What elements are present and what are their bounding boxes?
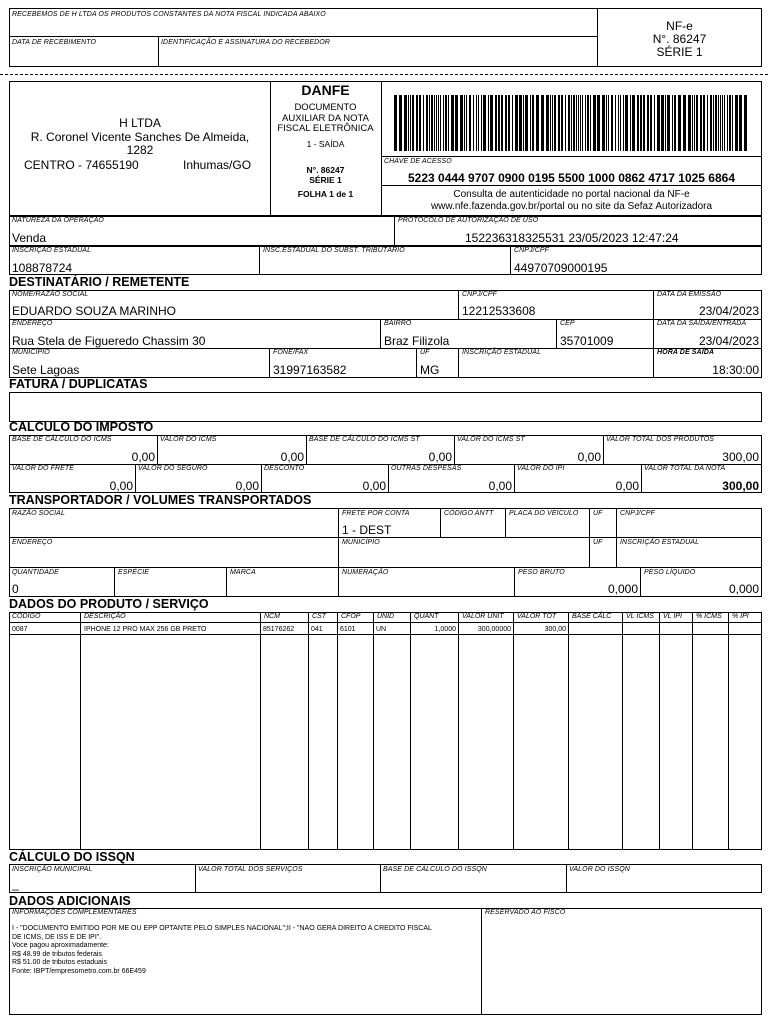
divider xyxy=(603,435,604,464)
danfe-tipo: 1 - SAÍDA xyxy=(306,138,345,149)
section-produtos: DADOS DO PRODUTO / SERVIÇO xyxy=(9,597,209,611)
dest-cep-label: CEP xyxy=(560,320,575,327)
produtos-table xyxy=(9,612,762,850)
dest-nome-label: NOME/RAZÃO SOCIAL xyxy=(12,291,89,298)
divider xyxy=(566,864,567,893)
danfe-serie: SÉRIE 1 xyxy=(309,174,342,185)
item-codigo: 0087 xyxy=(12,626,28,633)
col-divider xyxy=(568,612,569,850)
emitente-address2: 1282 xyxy=(126,143,154,157)
chave-value: 5223 0444 9707 0900 0195 5500 1000 0862 4717 1025 6864 xyxy=(408,171,735,185)
divider xyxy=(505,508,506,537)
dest-uf-value: MG xyxy=(420,363,440,377)
col-divider xyxy=(692,612,693,850)
section-imposto: CALCULO DO IMPOSTO xyxy=(9,420,154,434)
danfe-folha: FOLHA 1 de 1 xyxy=(297,188,354,199)
total-servicos-label: VALOR TOTAL DOS SERVIÇOS xyxy=(198,866,303,873)
divider xyxy=(514,464,515,493)
quantidade-value: 0 xyxy=(12,582,19,596)
section-destinatario: DESTINATÁRIO / REMETENTE xyxy=(9,275,190,289)
col-header-pct-icms: % ICMS xyxy=(696,613,722,620)
emissao-label: DATA DA EMISSÃO xyxy=(657,291,722,298)
dest-municipio-label: MUNICÍPIO xyxy=(12,349,50,356)
hora-label: HORA DE SAÍDA xyxy=(657,349,715,356)
col-divider xyxy=(80,612,81,850)
outras-despesas-value: 0,00 xyxy=(488,479,512,493)
divider xyxy=(338,508,339,597)
fisco-label: RESERVADO AO FISCO xyxy=(485,909,566,916)
divider xyxy=(157,435,158,464)
divider xyxy=(9,348,762,349)
divider xyxy=(114,567,115,597)
danfe-desc1: DOCUMENTO xyxy=(294,102,357,113)
col-header-codigo: CÓDIGO xyxy=(12,613,41,620)
receipt-date-label: DATA DE RECEBIMENTO xyxy=(12,39,97,46)
base-icms-st-label: BASE DE CÁLCULO DO ICMS ST xyxy=(309,436,420,443)
transp-razao-label: RAZÃO SOCIAL xyxy=(12,510,65,517)
divider xyxy=(306,435,307,464)
numeracao-label: NUMERAÇÃO xyxy=(342,569,389,576)
peso-liquido-label: PESO LÍQUIDO xyxy=(644,569,696,576)
info-compl-label: INFORMAÇÕES COMPLEMENTARES xyxy=(12,909,137,916)
frete-label: VALOR DO FRETE xyxy=(12,465,75,472)
col-header-ncm: NCM xyxy=(264,613,280,620)
col-divider xyxy=(410,612,411,850)
valor-icms-st-label: VALOR DO ICMS ST xyxy=(457,436,525,443)
col-divider xyxy=(260,612,261,850)
consulta-block xyxy=(381,189,762,212)
col-divider xyxy=(513,612,514,850)
divider xyxy=(380,319,381,348)
canhoto-nfe-block xyxy=(597,20,762,59)
transp-municipio-label: MUNICÍPIO xyxy=(342,539,380,546)
base-icms-label: BASE DE CÁLCULO DO ICMS xyxy=(12,436,112,443)
frete-por-conta-label: FRETE POR CONTA xyxy=(342,510,410,517)
divider xyxy=(510,246,511,275)
danfe-desc3: FISCAL ELETRÔNICA xyxy=(277,123,374,134)
danfe-numero: N°. 86247 xyxy=(306,164,345,175)
emitente-city: Inhumas/GO xyxy=(183,158,252,172)
col-header-pct-ipi: % IPI xyxy=(732,613,749,620)
transp-endereco-label: ENDEREÇO xyxy=(12,539,53,546)
divider xyxy=(226,567,227,597)
total-nota-value: 300,00 xyxy=(722,479,759,493)
col-divider xyxy=(458,612,459,850)
divider xyxy=(9,634,762,635)
total-produtos-value: 300,00 xyxy=(722,450,759,464)
canhoto-nfe: NF-e xyxy=(666,19,693,33)
divider xyxy=(640,567,641,597)
col-header-valor-unit: VALOR UNIT xyxy=(462,613,504,620)
consulta-line1: Consulta de autenticidade no portal nacional da NF-e xyxy=(453,189,690,200)
protocolo-label: PROTOCOLO DE AUTORIZAÇÃO DE USO xyxy=(398,217,539,224)
ie-value: 108878724 xyxy=(12,261,73,275)
col-header-quant: QUANT xyxy=(414,613,439,620)
consulta-line2: www.nfe.fazenda.gov.br/portal ou no site da Sefaz Autorizadora xyxy=(430,200,713,212)
item-quant: 1,0000 xyxy=(434,626,456,633)
ipi-value: 0,00 xyxy=(615,479,639,493)
emitente-address1: R. Coronel Vicente Sanches De Almeida, xyxy=(30,129,250,144)
item-descricao: IPHONE 12 PRO MAX 256 GB PRETO xyxy=(84,626,207,633)
canhoto-received-text: RECEBEMOS DE H LTDA OS PRODUTOS CONSTANTES DA NOTA FISCAL INDICADA ABAIXO xyxy=(12,11,326,18)
peso-bruto-label: PESO BRUTO xyxy=(518,569,565,576)
marca-label: MARCA xyxy=(230,569,256,576)
chave-label: CHAVE DE ACESSO xyxy=(384,158,452,165)
col-header-unid: UNID xyxy=(377,613,395,620)
divider xyxy=(556,319,557,348)
section-adicionais: DADOS ADICIONAIS xyxy=(9,894,131,908)
emitente-cnpj-label: CNPJ/CPF xyxy=(514,247,550,254)
total-nota-label: VALOR TOTAL DA NOTA xyxy=(644,465,726,472)
divider xyxy=(269,348,270,378)
col-header-valor-tot: VALOR TOT xyxy=(517,613,557,620)
divider xyxy=(9,622,762,623)
dest-bairro-label: BAIRRO xyxy=(384,320,412,327)
col-header-cfop: CFOP xyxy=(341,613,361,620)
item-unid: UN xyxy=(376,626,387,633)
divider xyxy=(380,864,381,893)
divider xyxy=(259,246,260,275)
divider xyxy=(9,567,762,568)
transp-ie-label: INSCRIÇÃO ESTADUAL xyxy=(620,539,700,546)
antt-label: CÓDIGO ANTT xyxy=(444,510,494,517)
fatura-box xyxy=(9,392,762,422)
dest-cnpj-label: CNPJ/CPF xyxy=(462,291,498,298)
danfe-title: DANFE xyxy=(301,82,350,98)
divider xyxy=(388,464,389,493)
divider xyxy=(616,508,617,567)
ie-label: INSCRIÇÃO ESTADUAL xyxy=(12,247,92,254)
dest-municipio-value: Sete Lagoas xyxy=(12,363,80,377)
item-valor-unit: 300,00000 xyxy=(477,626,511,633)
divider xyxy=(454,435,455,464)
iest-label: INSC.ESTADUAL DO SUBST. TRIBUTÁRIO xyxy=(263,247,405,254)
col-header-base-calc: BASE CÁLC xyxy=(572,613,612,620)
emissao-value: 23/04/2023 xyxy=(698,304,759,318)
col-divider xyxy=(622,612,623,850)
im-value: _ xyxy=(12,877,19,891)
dest-bairro-value: Braz Filizola xyxy=(384,334,450,348)
desconto-value: 0,00 xyxy=(362,479,386,493)
dest-cep-value: 35701009 xyxy=(560,334,614,348)
ipi-label: VALOR DO IPI xyxy=(517,465,565,472)
transp-uf2-label: UF xyxy=(593,539,603,546)
canhoto-numero: N°. 86247 xyxy=(652,32,707,46)
canhoto-serie: SÉRIE 1 xyxy=(656,45,703,59)
base-icms-value: 0,00 xyxy=(131,450,155,464)
barcode xyxy=(394,95,748,151)
divider xyxy=(381,156,762,157)
divider xyxy=(195,864,196,893)
item-cst: 041 xyxy=(311,626,323,633)
col-header-cst: CST xyxy=(312,613,326,620)
col-divider xyxy=(308,612,309,850)
divider xyxy=(458,348,459,378)
danfe-desc2: AUXILIAR DA NOTA xyxy=(282,112,369,124)
frete-por-conta-value: 1 - DEST xyxy=(342,523,392,537)
dest-ie-label: INSCRIÇÃO ESTADUAL xyxy=(462,349,542,356)
desconto-label: DESCONTO xyxy=(264,465,305,472)
total-produtos-label: VALOR TOTAL DOS PRODUTOS xyxy=(606,436,715,443)
emitente-district-zip: CENTRO - 74655190 xyxy=(24,158,139,172)
seguro-value: 0,00 xyxy=(235,479,259,493)
natureza-value: Venda xyxy=(12,231,47,245)
col-divider xyxy=(728,612,729,850)
divider xyxy=(416,348,417,378)
hora-value: 18:30:00 xyxy=(712,363,759,377)
col-header-vl-icms: VL ICMS xyxy=(626,613,654,620)
saida-label: DATA DA SAÍDA/ENTRADA xyxy=(657,320,747,327)
placa-label: PLACA DO VEÍCULO xyxy=(509,510,579,517)
divider xyxy=(514,567,515,597)
cut-line xyxy=(0,74,768,75)
col-divider xyxy=(373,612,374,850)
divider xyxy=(9,537,762,538)
seguro-label: VALOR DO SEGURO xyxy=(138,465,208,472)
frete-value: 0,00 xyxy=(109,479,133,493)
col-header-vl-ipi: VL IPI xyxy=(663,613,682,620)
section-fatura: FATURA / DUPLICATAS xyxy=(9,377,148,391)
divider xyxy=(440,508,441,537)
dest-fone-label: FONE/FAX xyxy=(273,349,309,356)
divider xyxy=(589,508,590,567)
dest-endereco-value: Rua Stela de Figueredo Chassim 30 xyxy=(12,334,206,348)
divider xyxy=(381,185,762,186)
outras-despesas-label: OUTRAS DESPESAS xyxy=(391,465,462,472)
item-ncm: 85176262 xyxy=(263,626,295,633)
item-cfop: 6101 xyxy=(340,626,356,633)
saida-value: 23/04/2023 xyxy=(698,334,759,348)
valor-icms-value: 0,00 xyxy=(280,450,304,464)
peso-bruto-value: 0,000 xyxy=(607,582,638,596)
col-divider xyxy=(659,612,660,850)
emitente-cnpj-value: 44970709000195 xyxy=(514,261,608,275)
dest-cnpj-value: 12212533608 xyxy=(462,304,536,318)
emitente-name: H LTDA xyxy=(119,116,161,130)
dest-nome-value: EDUARDO SOUZA MARINHO xyxy=(12,304,177,318)
especie-label: ESPÉCIE xyxy=(118,569,150,576)
dest-endereco-label: ENDEREÇO xyxy=(12,320,53,327)
im-label: INSCRIÇÃO MUNICIPAL xyxy=(12,866,93,873)
valor-icms-st-value: 0,00 xyxy=(577,450,601,464)
divider xyxy=(641,464,642,493)
col-header-descricao: DESCRIÇÃO xyxy=(84,613,126,620)
danfe-block xyxy=(270,82,381,199)
divider xyxy=(458,290,459,319)
quantidade-label: QUANTIDADE xyxy=(12,569,59,576)
natureza-label: NATUREZA DA OPERAÇÃO xyxy=(12,217,104,224)
info-compl-text: I - "DOCUMENTO EMITIDO POR ME OU EPP OPTANTE PELO SIMPLES NACIONAL";II - "NAO GERA DIREITO A CREDITO FISCAL DE ICMS, DE ISS E DE IPI". Voce pagou aproximadamente: R$ 48.99 de tributos federais R$ 51.00 de tributos estaduais Fonte: IBPT/empresometro.com.br 66E459 xyxy=(12,925,432,975)
dest-uf-label: UF xyxy=(420,349,430,356)
divider xyxy=(158,36,159,67)
item-valor-tot: 300,00 xyxy=(544,626,566,633)
divider xyxy=(135,464,136,493)
divider xyxy=(394,216,395,246)
col-divider xyxy=(337,612,338,850)
section-transportador: TRANSPORTADOR / VOLUMES TRANSPORTADOS xyxy=(9,493,312,507)
divider xyxy=(9,36,597,37)
receiver-signature-label: IDENTIFICAÇÃO E ASSINATURA DO RECEBEDOR xyxy=(161,39,330,46)
valor-issqn-label: VALOR DO ISSQN xyxy=(569,866,630,873)
protocolo-value: 152236318325531 23/05/2023 12:47:24 xyxy=(465,231,679,245)
section-issqn: CÁLCULO DO ISSQN xyxy=(9,850,135,864)
emitente-block xyxy=(12,117,268,158)
dest-fone-value: 31997163582 xyxy=(273,363,347,377)
base-icms-st-value: 0,00 xyxy=(428,450,452,464)
divider xyxy=(481,908,482,1015)
peso-liquido-value: 0,000 xyxy=(728,582,759,596)
base-issqn-label: BASE DE CÁLCULO DO ISSQN xyxy=(383,866,487,873)
divider xyxy=(261,464,262,493)
transp-uf-label: UF xyxy=(593,510,603,517)
valor-icms-label: VALOR DO ICMS xyxy=(160,436,217,443)
divider xyxy=(653,290,654,378)
transp-cnpj-label: CNPJ/CPF xyxy=(620,510,656,517)
